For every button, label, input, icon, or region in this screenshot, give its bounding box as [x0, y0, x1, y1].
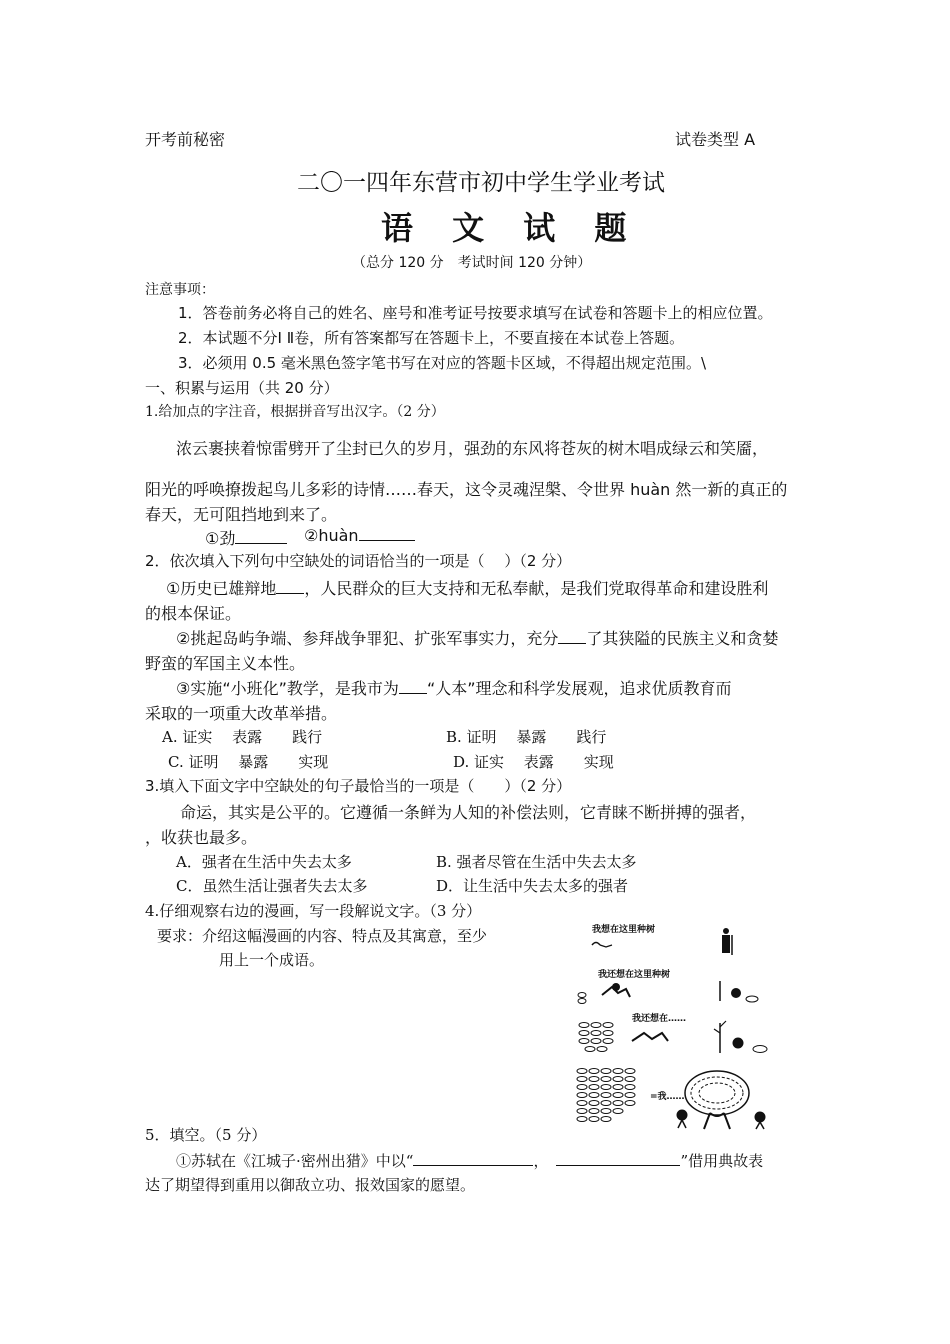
- q3-option-a: A．强者在生活中失去太多: [176, 853, 352, 871]
- note-item: 3．必须用 0.5 毫米黑色签字笔书写在对应的答题卡区域，不得超出规定范围。\: [178, 354, 706, 372]
- subject-title: 语 文 试 题: [381, 209, 641, 247]
- q3-passage-line: ，收获也最多。: [145, 828, 258, 847]
- secret-label: 开考前秘密: [145, 130, 226, 149]
- q2-sentence-2: [176, 626, 778, 649]
- q3-stem: 3.填入下面文字中空缺处的句子最恰当的一项是（ ）（2 分）: [145, 777, 572, 795]
- cartoon-caption: 我还想在……: [632, 1014, 687, 1024]
- q3-option-d: D．让生活中失去太多的强者: [436, 877, 629, 895]
- answer-blank: [558, 629, 586, 644]
- q1-passage-line: 浓云裹挟着惊雷劈开了尘封已久的岁月，强劲的东风将苍灰的树木唱成绿云和笑靥，: [176, 439, 769, 458]
- exam-name: 二〇一四年东营市初中学生学业考试: [297, 170, 665, 196]
- q2-s3-text-a: ③实施“小班化”教学，是我市为: [176, 679, 399, 698]
- q2-sentence-1: [166, 576, 768, 599]
- q2-s2-text-a: ②挑起岛屿争端、参拜战争罪犯、扩张军事实力，充分: [176, 629, 559, 648]
- answer-blank: [235, 529, 287, 544]
- section-heading: 一、积累与运用（共 20 分）: [145, 379, 339, 397]
- cartoon-caption: 我想在这里种树: [592, 925, 656, 935]
- paper-type-label: 试卷类型 A: [675, 130, 756, 149]
- q2-s1-text-a: ①历史已雄辩地: [166, 579, 277, 598]
- q5-text-a: ①苏轼在《江城子·密州出猎》中以“: [176, 1152, 414, 1170]
- q1-blank-2-label: ②huàn: [304, 526, 359, 545]
- answer-blank: [413, 1151, 533, 1166]
- q3-passage-line: 命运，其实是公平的。它遵循一条鲜为人知的补偿法则，它青睐不断拼搏的强者，: [180, 803, 757, 822]
- note-item: 1．答卷前务必将自己的姓名、座号和准考证号按要求填写在试卷和答题卡上的相应位置。: [178, 304, 773, 322]
- cartoon-caption: 我还想在这里种树: [598, 970, 671, 980]
- q2-stem: 2．依次填入下列句中空缺处的词语恰当的一项是（ ）（2 分）: [145, 552, 572, 570]
- answer-blank: [556, 1151, 680, 1166]
- q2-option-c: C. 证明 暴露 实现: [168, 753, 329, 771]
- q2-s3-text-b: “人本”理念和科学发展观，追求优质教育而: [426, 679, 732, 698]
- q3-option-c: C．虽然生活让强者失去太多: [176, 877, 368, 895]
- q2-option-a: A. 证实 表露 践行: [162, 728, 323, 746]
- q4-requirement: 要求：介绍这幅漫画的内容、特点及其寓意，至少: [157, 927, 488, 945]
- q5-text-b: ，: [533, 1152, 549, 1170]
- q2-sentence-3: [176, 676, 732, 699]
- answer-blank: [276, 579, 304, 594]
- q5-line-2: 达了期望得到重用以御敌立功、报效国家的愿望。: [145, 1176, 476, 1194]
- notes-heading: 注意事项：: [145, 282, 215, 298]
- q2-s1-text-c: 的根本保证。: [145, 604, 242, 623]
- q1-blank-1: [205, 526, 287, 549]
- q1-blank-2: [304, 526, 415, 545]
- note-item: 2．本试题不分Ⅰ Ⅱ卷，所有答案都写在答题卡上，不要直接在本试卷上答题。: [178, 329, 685, 347]
- q5-line-1: [176, 1150, 763, 1171]
- q1-passage-line: 春天，无可阻挡地到来了。: [145, 505, 338, 524]
- q1-passage-line: 阳光的呼唤撩拨起鸟儿多彩的诗情……春天，这令灵魂涅槃、令世界 huàn 然一新的真正的: [145, 480, 788, 499]
- q1-blank-1-label: ①劲: [205, 529, 236, 548]
- q2-option-d: D. 证实 表露 实现: [453, 753, 614, 771]
- cartoon-svg: [572, 915, 782, 1130]
- q2-s3-text-c: 采取的一项重大改革举措。: [145, 704, 338, 723]
- cartoon-panel: [578, 981, 758, 1004]
- q4-requirement: 用上一个成语。: [219, 951, 325, 969]
- q1-stem: 1.给加点的字注音，根据拼音写出汉字。（2 分）: [145, 404, 445, 420]
- q3-option-b: B. 强者尽管在生活中失去太多: [436, 853, 637, 871]
- q4-stem: 4.仔细观察右边的漫画，写一段解说文字。（3 分）: [145, 902, 482, 920]
- cartoon-panel: [579, 1021, 767, 1053]
- cartoon-illustration: [572, 915, 782, 1130]
- q2-s2-text-c: 野蛮的军国主义本性。: [145, 654, 306, 673]
- q5-text-c: ”借用典故表: [680, 1152, 764, 1170]
- q2-option-b: B. 证明 暴露 践行: [446, 728, 607, 746]
- cartoon-caption: =我……: [650, 1092, 685, 1102]
- q2-s1-text-b: ，人民群众的巨大支持和无私奉献，是我们党取得革命和建设胜利: [304, 579, 769, 598]
- q2-s2-text-b: 了其狭隘的民族主义和贪婪: [586, 629, 779, 648]
- answer-blank: [399, 679, 427, 694]
- q5-stem: 5．填空。（5 分）: [145, 1126, 267, 1144]
- score-time: （总分 120 分 考试时间 120 分钟）: [352, 255, 592, 271]
- answer-blank: [359, 526, 415, 541]
